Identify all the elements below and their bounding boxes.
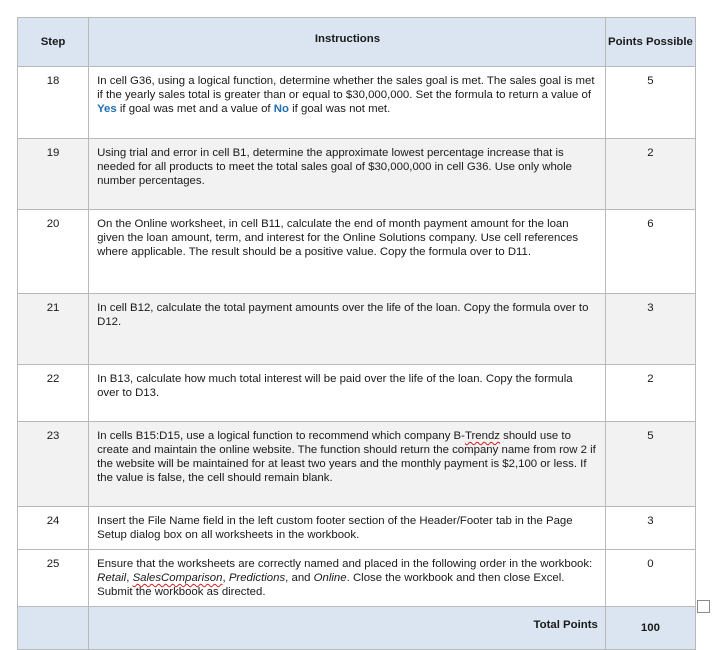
sheet-name: SalesComparison: [132, 572, 223, 584]
total-spacer: [18, 607, 89, 650]
points-value: 0: [605, 550, 695, 607]
instruction-text: [89, 67, 606, 139]
sheet-name: Online: [313, 572, 347, 584]
step-number: 19: [18, 139, 89, 210]
text-part: ,: [126, 572, 133, 584]
instruction-text: Insert the File Name field in the left custom footer section of the Header/Footer tab in the Page Setup dialog box on all worksheets in the workbook.: [89, 507, 606, 550]
instruction-text: In cell B12, calculate the total payment amounts over the life of the loan. Copy the formula over to D12.: [89, 294, 606, 365]
sheet-name: Retail: [97, 572, 127, 584]
table-row: [18, 139, 696, 210]
instruction-text: [89, 550, 606, 607]
text-part: , and: [285, 572, 314, 584]
header-step: Step: [18, 18, 89, 67]
table-row: [18, 294, 696, 365]
instructions-table: [17, 17, 696, 650]
sheet-name: Predictions: [228, 572, 286, 584]
table-row: [18, 422, 696, 507]
points-value: 5: [605, 67, 695, 139]
instruction-text: Using trial and error in cell B1, determine the approximate lowest percentage increase that is needed for all products to meet the total sales goal of $30,000,000 in cell G36. Use only whole number percentages.: [89, 139, 606, 210]
text-part: ,: [222, 572, 229, 584]
header-row: [18, 18, 696, 67]
instruction-text: [89, 422, 606, 507]
points-value: 3: [605, 294, 695, 365]
text-part: In cells B15:D15, use a logical function to recommend which company B-: [97, 430, 465, 442]
yes-keyword: Yes: [97, 103, 117, 115]
step-number: 23: [18, 422, 89, 507]
table-row: [18, 365, 696, 422]
step-number: 21: [18, 294, 89, 365]
header-instructions: Instructions: [89, 18, 606, 67]
points-value: 2: [605, 365, 695, 422]
misspelled-word: Trendz: [464, 430, 500, 442]
step-number: 24: [18, 507, 89, 550]
text-part: should use to create and maintain the online website. The function should return the company name from row 2 if the website will be maintained for at least two years and the monthly payment is $2,100 or less. If the value is false, the cell should remain blank.: [97, 430, 596, 484]
points-value: 5: [605, 422, 695, 507]
instruction-text: In B13, calculate how much total interest will be paid over the life of the loan. Copy the formula over to D13.: [89, 365, 606, 422]
points-value: 3: [605, 507, 695, 550]
total-label: Total Points: [89, 607, 606, 650]
step-number: 20: [18, 210, 89, 294]
total-value: 100: [605, 607, 695, 650]
step-number: 25: [18, 550, 89, 607]
text-part: . Close the workbook and then close Excel. Submit the workbook as directed.: [97, 572, 565, 598]
no-keyword: No: [273, 103, 289, 115]
table-row: [18, 550, 696, 607]
header-points: Points Possible: [605, 18, 695, 67]
step-number: 22: [18, 365, 89, 422]
table-row: [18, 507, 696, 550]
points-value: 2: [605, 139, 695, 210]
table-row: [18, 67, 696, 139]
step-number: 18: [18, 67, 89, 139]
table-row: [18, 210, 696, 294]
table-resize-handle[interactable]: [697, 600, 710, 613]
instruction-text: On the Online worksheet, in cell B11, calculate the end of month payment amount for the loan given the loan amount, term, and interest for the Online Solutions company. Use cell references where applicable. The result should be a positive value. Copy the formula over to D11.: [89, 210, 606, 294]
points-value: 6: [605, 210, 695, 294]
text-part: In cell G36, using a logical function, determine whether the sales goal is met. The sales goal is met if the yearly sales total is greater than or equal to $30,000,000. Set the formula to return a value of: [97, 75, 595, 101]
text-part: if goal was not met.: [288, 103, 391, 115]
total-row: [18, 607, 696, 650]
text-part: if goal was met and a value of: [116, 103, 274, 115]
text-part: Ensure that the worksheets are correctly named and placed in the following order in the workbook:: [97, 558, 593, 570]
